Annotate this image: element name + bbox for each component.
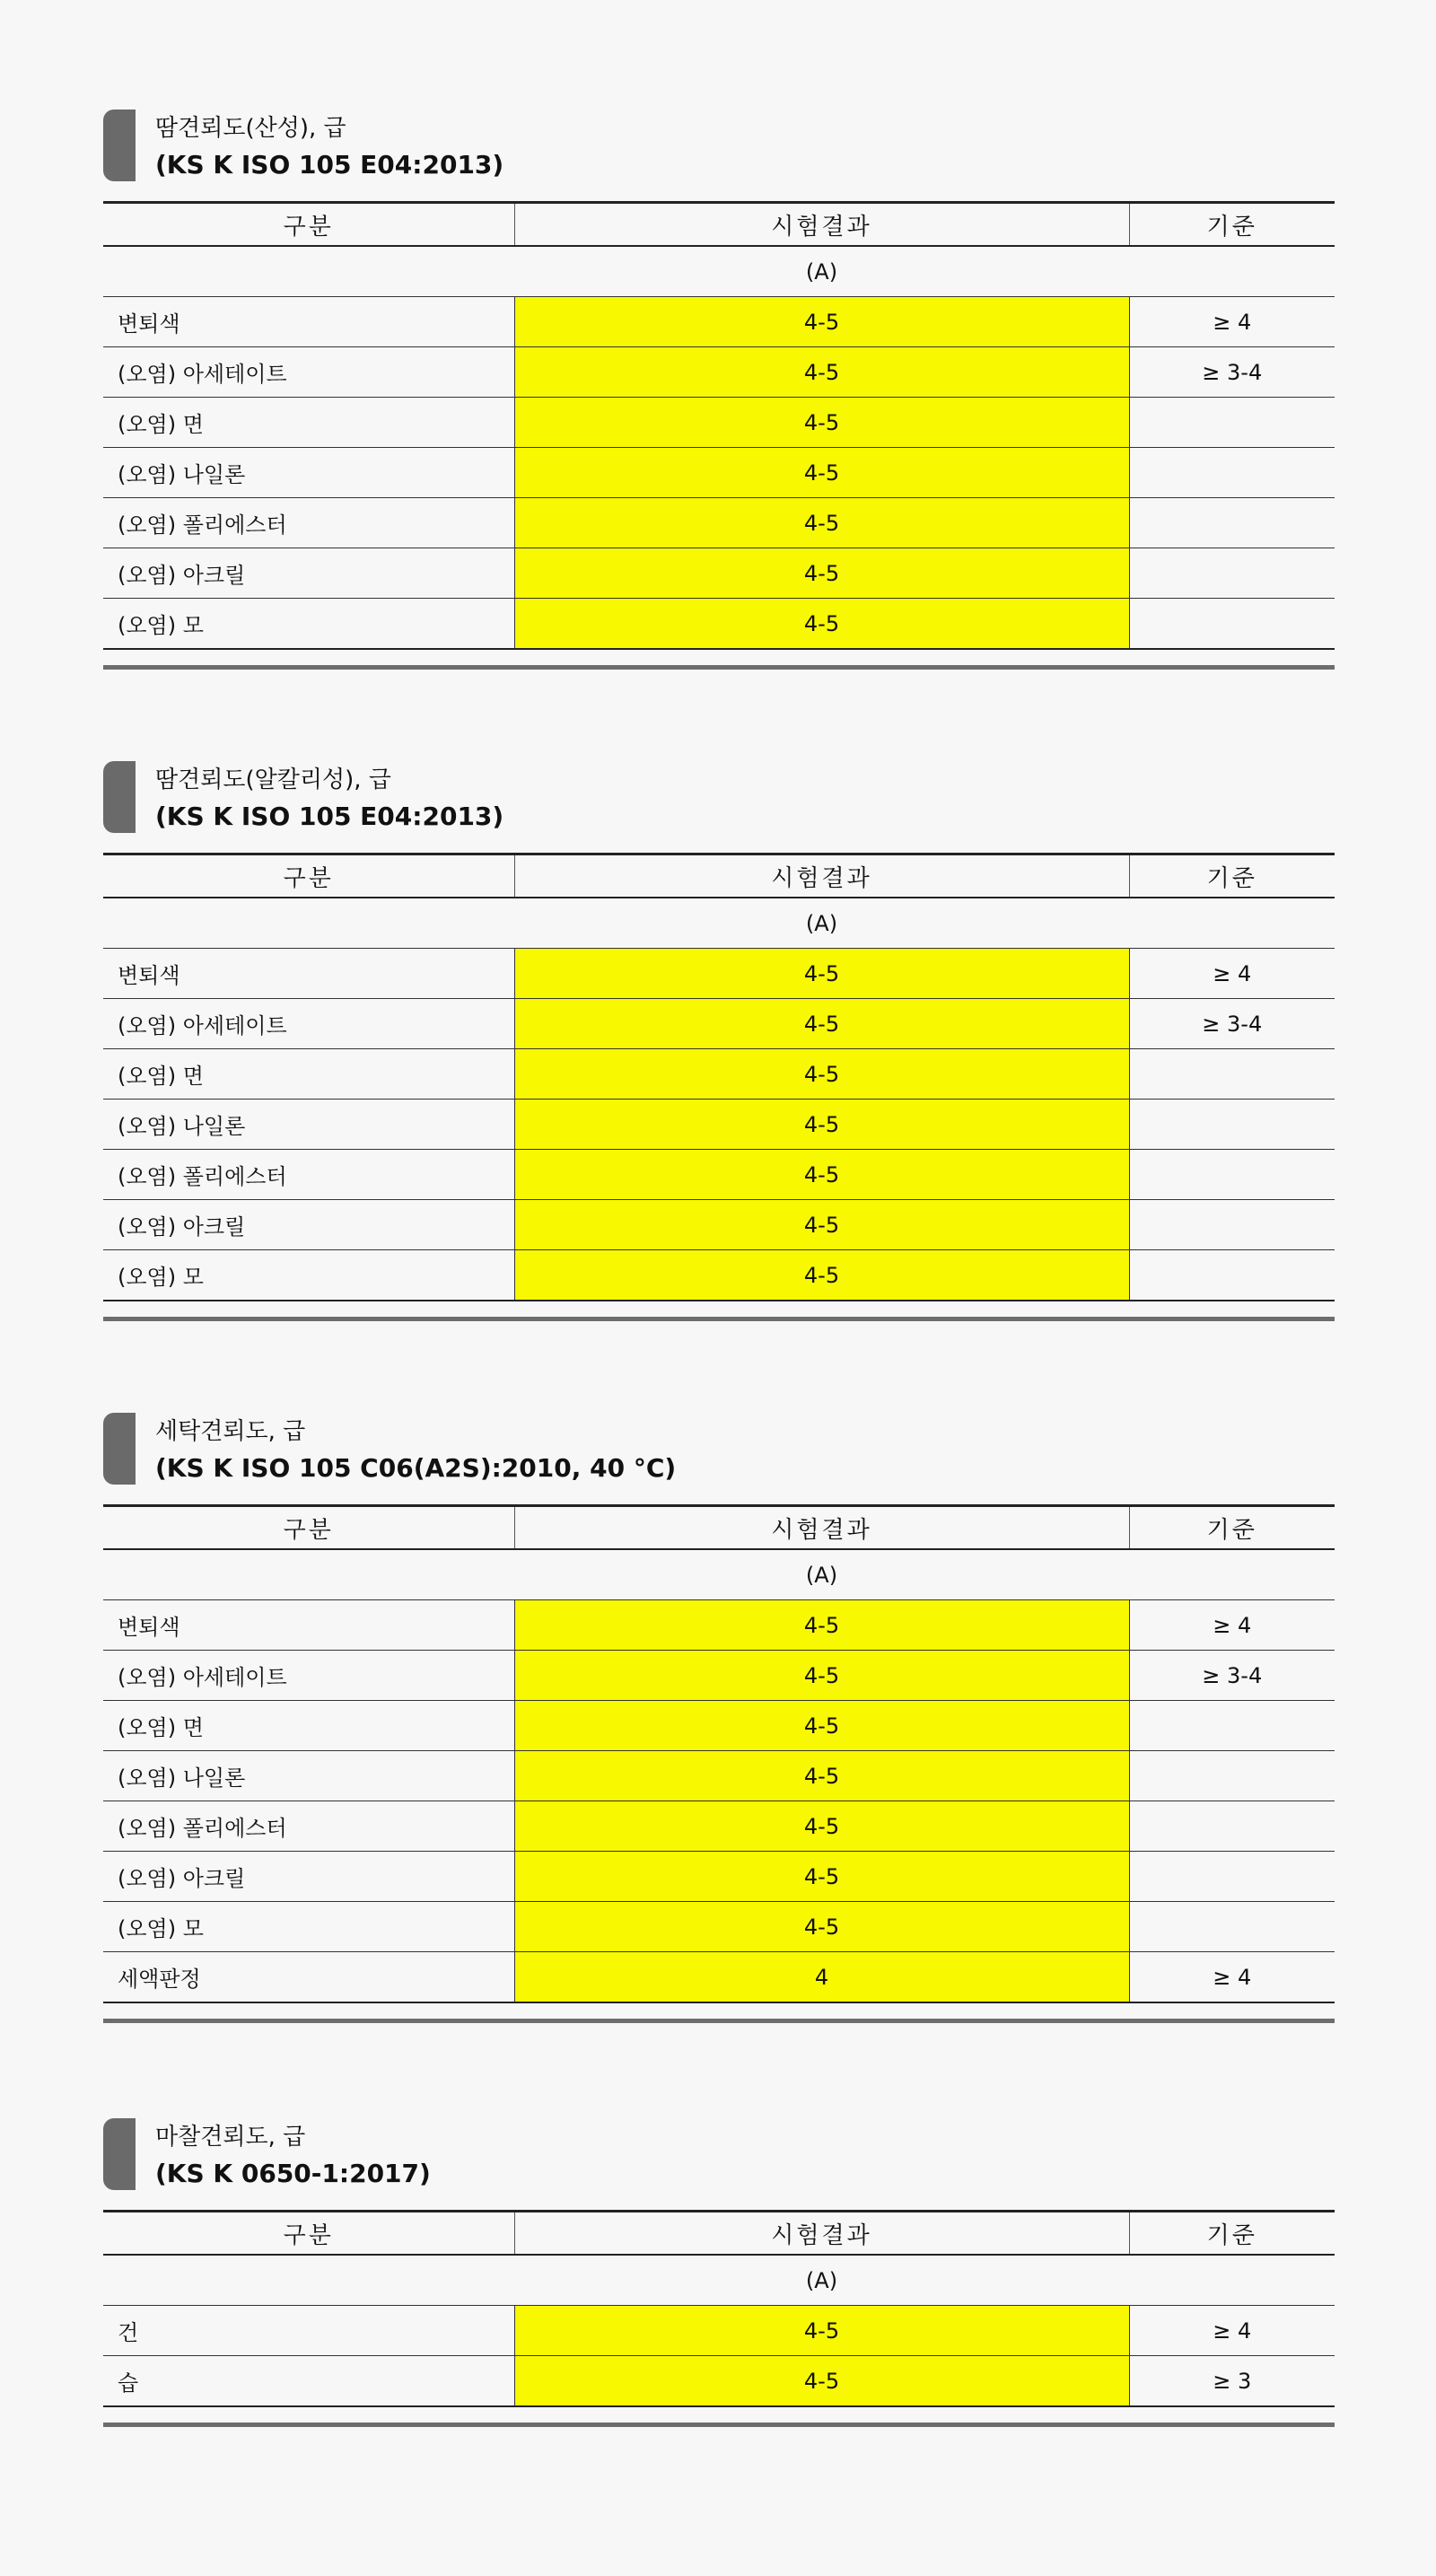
sample-label: (A) (514, 1549, 1129, 1600)
row-result: 4-5 (514, 599, 1129, 650)
table-row (103, 949, 1335, 999)
table-row (103, 1952, 1335, 2003)
row-label: (오염) 나일론 (103, 1100, 514, 1150)
row-label: (오염) 면 (103, 398, 514, 448)
section-standard: (KS K ISO 105 E04:2013) (155, 802, 504, 831)
row-standard: ≥ 3 (1129, 2356, 1335, 2407)
row-result: 4-5 (514, 1701, 1129, 1751)
table-row (103, 1049, 1335, 1100)
header-category: 구분 (103, 1506, 514, 1550)
section-title: 땀견뢰도(알칼리성), 급 (155, 767, 391, 793)
row-result: 4-5 (514, 1651, 1129, 1701)
row-result: 4-5 (514, 1100, 1129, 1150)
row-label: (오염) 면 (103, 1049, 514, 1100)
row-label: (오염) 폴리에스터 (103, 1150, 514, 1200)
row-label: (오염) 모 (103, 1250, 514, 1301)
header-test-result: 시험결과 (514, 1506, 1129, 1550)
table-row (103, 1100, 1335, 1150)
table-row (103, 498, 1335, 548)
row-label: (오염) 아세테이트 (103, 347, 514, 398)
row-standard (1129, 599, 1335, 650)
row-standard (1129, 1100, 1335, 1150)
section-standard: (KS K ISO 105 C06(A2S):2010, 40 °C) (155, 1453, 677, 1483)
section-end-rule (103, 2423, 1335, 2427)
section-tab-marker (103, 2118, 136, 2190)
rubbing-section (103, 2118, 1335, 2427)
row-standard (1129, 1852, 1335, 1902)
row-standard (1129, 1701, 1335, 1751)
table-row (103, 548, 1335, 599)
row-result: 4-5 (514, 2306, 1129, 2356)
row-standard (1129, 1250, 1335, 1301)
table-row (103, 2306, 1335, 2356)
section-tab-marker (103, 1413, 136, 1485)
row-standard (1129, 1049, 1335, 1100)
row-standard (1129, 1200, 1335, 1250)
table-row (103, 1600, 1335, 1651)
row-result: 4-5 (514, 1049, 1129, 1100)
header-test-result: 시험결과 (514, 2212, 1129, 2256)
row-label: (오염) 나일론 (103, 448, 514, 498)
row-standard: ≥ 3-4 (1129, 347, 1335, 398)
table-row (103, 297, 1335, 347)
section-tab-marker (103, 110, 136, 181)
header-category: 구분 (103, 854, 514, 898)
row-result: 4-5 (514, 999, 1129, 1049)
row-label: 변퇴색 (103, 949, 514, 999)
washing-section (103, 1413, 1335, 2023)
row-standard: ≥ 4 (1129, 949, 1335, 999)
section-title: 땀견뢰도(산성), 급 (155, 115, 346, 142)
row-standard (1129, 448, 1335, 498)
row-label: 습 (103, 2356, 514, 2407)
row-standard (1129, 1751, 1335, 1801)
row-result: 4-5 (514, 548, 1129, 599)
row-result: 4-5 (514, 398, 1129, 448)
row-standard (1129, 398, 1335, 448)
table-row (103, 1200, 1335, 1250)
row-label: (오염) 폴리에스터 (103, 1801, 514, 1852)
row-standard (1129, 1150, 1335, 1200)
header-standard: 기준 (1129, 1506, 1335, 1550)
table-header-row (103, 2212, 1335, 2256)
row-label: 세액판정 (103, 1952, 514, 2003)
row-label: (오염) 면 (103, 1701, 514, 1751)
header-category: 구분 (103, 203, 514, 247)
sub-header-row (103, 246, 1335, 297)
sweat-alkaline-section (103, 761, 1335, 1321)
section-title: 마찰견뢰도, 급 (155, 2124, 306, 2151)
table-row (103, 2356, 1335, 2407)
sweat-acid-section (103, 110, 1335, 670)
section-heading (103, 761, 1335, 840)
header-standard: 기준 (1129, 854, 1335, 898)
table-row (103, 1852, 1335, 1902)
row-label: (오염) 아세테이트 (103, 1651, 514, 1701)
header-standard: 기준 (1129, 2212, 1335, 2256)
results-table (103, 201, 1335, 650)
row-label: 변퇴색 (103, 1600, 514, 1651)
row-result: 4 (514, 1952, 1129, 2003)
section-end-rule (103, 1317, 1335, 1321)
table-header-row (103, 854, 1335, 898)
table-row (103, 599, 1335, 650)
section-heading (103, 110, 1335, 188)
row-result: 4-5 (514, 1902, 1129, 1952)
row-standard: ≥ 4 (1129, 1952, 1335, 2003)
table-row (103, 448, 1335, 498)
row-result: 4-5 (514, 1600, 1129, 1651)
row-standard (1129, 548, 1335, 599)
header-standard: 기준 (1129, 203, 1335, 247)
row-result: 4-5 (514, 448, 1129, 498)
section-heading (103, 2118, 1335, 2197)
row-label: 변퇴색 (103, 297, 514, 347)
row-standard: ≥ 3-4 (1129, 1651, 1335, 1701)
sample-label: (A) (514, 2255, 1129, 2306)
row-label: (오염) 아세테이트 (103, 999, 514, 1049)
row-standard: ≥ 4 (1129, 1600, 1335, 1651)
header-test-result: 시험결과 (514, 203, 1129, 247)
row-result: 4-5 (514, 1200, 1129, 1250)
row-result: 4-5 (514, 347, 1129, 398)
results-table (103, 1504, 1335, 2003)
sample-label: (A) (514, 246, 1129, 297)
row-standard: ≥ 4 (1129, 2306, 1335, 2356)
section-end-rule (103, 665, 1335, 670)
section-standard: (KS K ISO 105 E04:2013) (155, 150, 504, 180)
row-result: 4-5 (514, 1250, 1129, 1301)
row-standard: ≥ 4 (1129, 297, 1335, 347)
table-row (103, 1751, 1335, 1801)
header-category: 구분 (103, 2212, 514, 2256)
row-result: 4-5 (514, 498, 1129, 548)
row-label: (오염) 아크릴 (103, 1852, 514, 1902)
row-label: (오염) 나일론 (103, 1751, 514, 1801)
sub-header-row (103, 2255, 1335, 2306)
section-standard: (KS K 0650-1:2017) (155, 2159, 431, 2188)
table-row (103, 1250, 1335, 1301)
row-label: 건 (103, 2306, 514, 2356)
row-label: (오염) 모 (103, 1902, 514, 1952)
row-result: 4-5 (514, 949, 1129, 999)
row-standard (1129, 1902, 1335, 1952)
header-test-result: 시험결과 (514, 854, 1129, 898)
table-row (103, 1150, 1335, 1200)
section-tab-marker (103, 761, 136, 833)
row-standard (1129, 498, 1335, 548)
row-result: 4-5 (514, 1751, 1129, 1801)
row-result: 4-5 (514, 1150, 1129, 1200)
results-table (103, 853, 1335, 1301)
table-row (103, 1902, 1335, 1952)
row-label: (오염) 아크릴 (103, 1200, 514, 1250)
table-header-row (103, 203, 1335, 247)
row-label: (오염) 폴리에스터 (103, 498, 514, 548)
section-heading (103, 1413, 1335, 1492)
row-result: 4-5 (514, 297, 1129, 347)
row-standard: ≥ 3-4 (1129, 999, 1335, 1049)
row-result: 4-5 (514, 2356, 1129, 2407)
table-row (103, 1651, 1335, 1701)
row-standard (1129, 1801, 1335, 1852)
results-table (103, 2210, 1335, 2407)
sub-header-row (103, 898, 1335, 949)
table-header-row (103, 1506, 1335, 1550)
table-row (103, 999, 1335, 1049)
table-row (103, 347, 1335, 398)
row-label: (오염) 모 (103, 599, 514, 650)
section-title: 세탁견뢰도, 급 (155, 1418, 306, 1445)
sample-label: (A) (514, 898, 1129, 949)
row-label: (오염) 아크릴 (103, 548, 514, 599)
table-row (103, 1801, 1335, 1852)
row-result: 4-5 (514, 1801, 1129, 1852)
table-row (103, 1701, 1335, 1751)
sub-header-row (103, 1549, 1335, 1600)
section-end-rule (103, 2019, 1335, 2023)
table-row (103, 398, 1335, 448)
row-result: 4-5 (514, 1852, 1129, 1902)
